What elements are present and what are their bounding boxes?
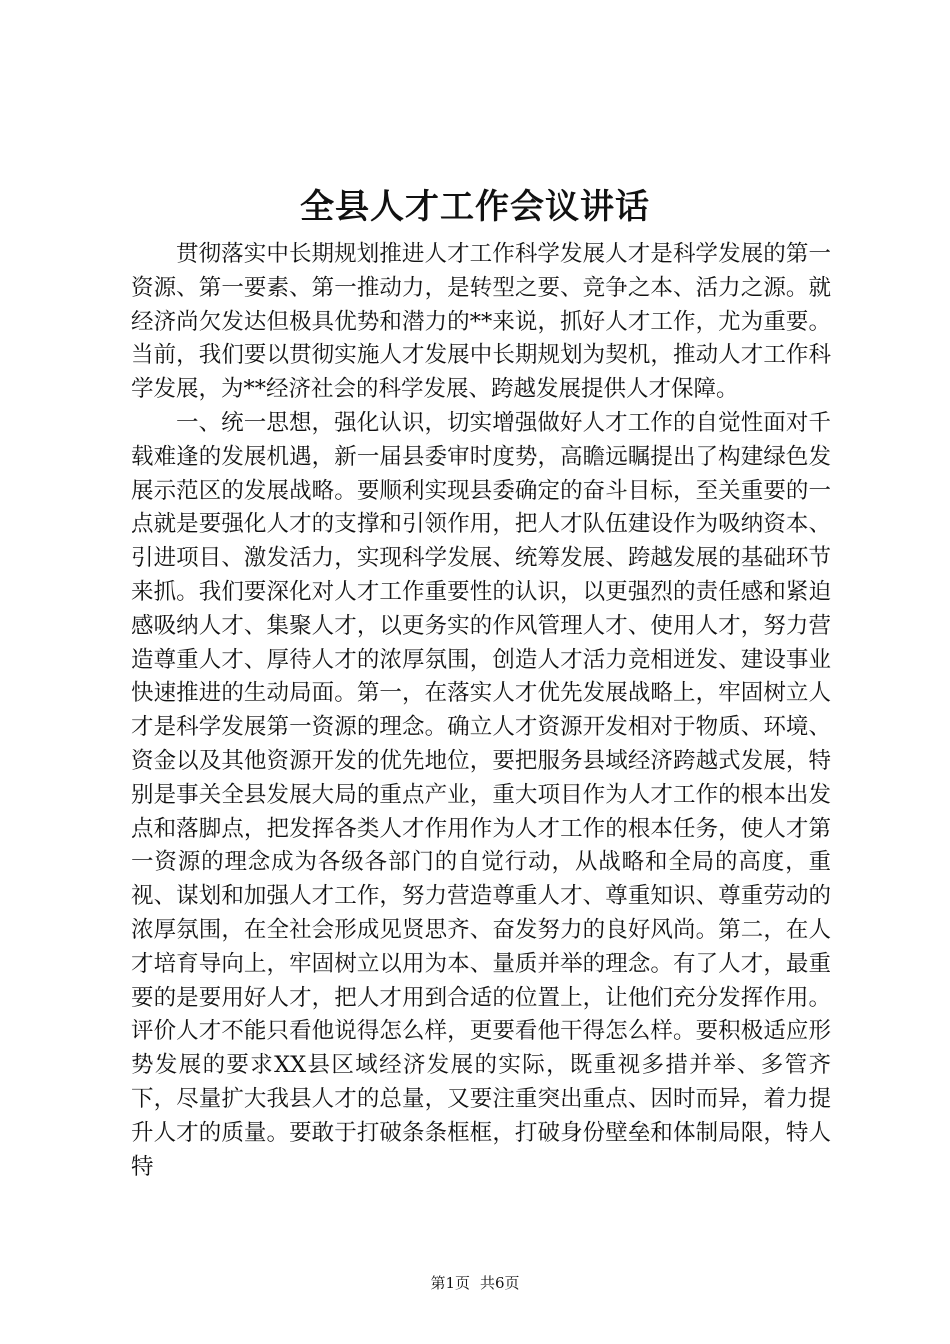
document-title: 全县人才工作会议讲话 [300,187,650,227]
document-body [131,238,831,1184]
paragraph-section-one: 一、统一思想，强化认识，切实增强做好人才工作的自觉性面对千载难逢的发展机遇，新一届县委审时度势，高瞻远瞩提出了构建绿色发展示范区的发展战略。要顺利实现县委确定的奋斗目标，至关重要的一点就是要强化人才的支撑和引领作用，把人才队伍建设作为吸纳资本、引进项目、激发活力，实现科学发展、统筹发展、跨越发展的基础环节来抓。我们要深化对人才工作重要性的认识，以更强烈的责任感和紧迫感吸纳人才、集聚人才，以更务实的作风管理人才、使用人才，努力营造尊重人才、厚待人才的浓厚氛围，创造人才活力竞相迸发、建设事业快速推进的生动局面。第一，在落实人才优先发展战略上，牢固树立人才是科学发展第一资源的理念。确立人才资源开发相对于物质、环境、资金以及其他资源开发的优先地位，要把服务县域经济跨越式发展，特别是事关全县发展大局的重点产业，重大项目作为人才工作的根本出发点和落脚点，把发挥各类人才作用作为人才工作的根本任务，使人才第一资源的理念成为各级各部门的自觉行动，从战略和全局的高度，重视、谋划和加强人才工作，努力营造尊重人才、尊重知识、尊重劳动的浓厚氛围，在全社会形成见贤思齐、奋发努力的良好风尚。第二，在人才培育导向上，牢固树立以用为本、量质并举的理念。有了人才，最重要的是要用好人才，把人才用到合适的位置上，让他们充分发挥作用。评价人才不能只看他说得怎么样，更要看他干得怎么样。要积极适应形势发展的要求XX县区域经济发展的实际，既重视多措并举、多管齐下，尽量扩大我县人才的总量，又要注重突出重点、因时而异，着力提升人才的质量。要敢于打破条条框框，打破身份壁垒和体制局限，特人特 [131,409,831,1180]
page-footer [0,1273,950,1293]
paragraph-intro: 贯彻落实中长期规划推进人才工作科学发展人才是科学发展的第一资源、第一要素、第一推动力，是转型之要、竞争之本、活力之源。就经济尚欠发达但极具优势和潜力的**来说，抓好人才工作，尤为重要。当前，我们要以贯彻实施人才发展中长期规划为契机，推动人才工作科学发展，为**经济社会的科学发展、跨越发展提供人才保障。 [131,241,831,403]
page-number-total: 共6页 [480,1274,520,1292]
page-number-current: 第1页 [430,1274,470,1292]
